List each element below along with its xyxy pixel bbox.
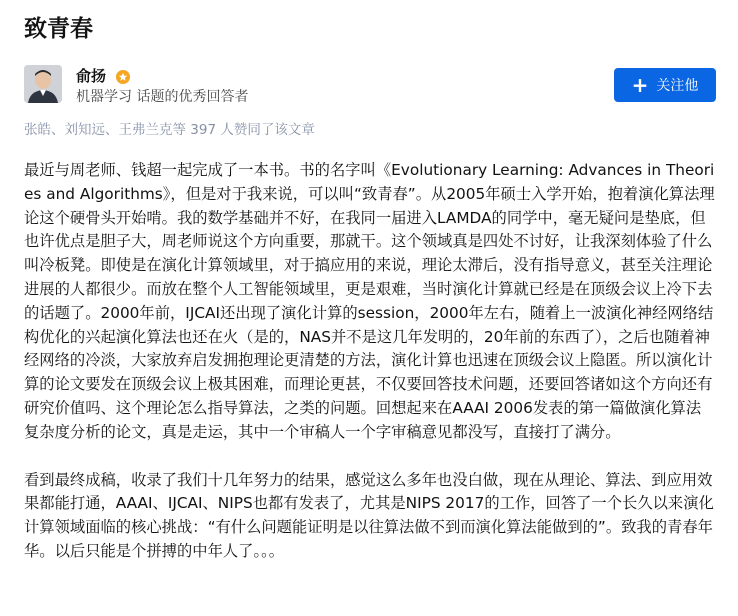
article-title: 致青春 — [24, 16, 93, 42]
author-bio: 机器学习 话题的优秀回答者 — [76, 88, 249, 105]
avatar-portrait-icon — [24, 65, 62, 103]
author-card — [24, 65, 716, 111]
likes-summary — [24, 121, 716, 139]
avatar[interactable] — [24, 65, 62, 103]
liker-names-link[interactable]: 张皓、刘知远、王弗兰克等 — [24, 122, 186, 138]
article-content — [24, 159, 716, 564]
plus-icon: + — [631, 73, 649, 97]
star-badge-icon — [116, 69, 130, 83]
author-info — [76, 65, 248, 107]
paragraph: 看到最终成稿，收录了我们十几年努力的结果，感觉这么多年也没白做，现在从理论、算法、到应用效果都能打通，AAAI、IJCAI、NIPS也都有发表了，尤其是NIPS 2017的工作，回答了一个长久以来演化计算领域面临的核心挑战：“有什么问题能证明是以往算法做不到而演化算法能做到的”。致我的青春年华。以后只能是个拼搏的中年人了。。。 — [24, 470, 714, 560]
author-name[interactable]: 俞扬 — [76, 66, 107, 85]
follow-button[interactable] — [614, 68, 716, 102]
likes-count[interactable]: 397 人赞同了该文章 — [190, 122, 315, 138]
paragraph: 最近与周老师、钱超一起完成了一本书。书的名字叫《Evolutionary Learning: Advances in Theories and Algorithms》，但是对于我来说，可以叫“致青春”。从2005年硕士入学开始，抱着演化算法理论这个硬骨头开始啃。我的数学基础并不好，在我同一届进入LAMDA的同学中，毫无疑问是垫底，但也许优点是胆子大，周老师说这个方向重要，那就干。这个领域真是四处不讨好，让我深刻体验了什么叫冷板凳。即使是在演化计算领域里，对于搞应用的来说，理论太滞后，没有指导意义，甚至关注理论进展的人都很少。而放在整个人工智能领域里，更是艰难，当时演化计算就已经是在顶级会议上冷下去的话题了。2000年前，IJCAI还出现了演化计算的session，2000年左右，随着上一波演化神经网络结构优化的兴起演化算法也还在火（是的，NAS并不是这几年发明的，20年前的东西了），之后也随着神经网络的冷淡，大家放弃启发拥抱理论更清楚的方法，演化计算也迅速在顶级会议上隐匿。所以演化计算的论文要发在顶级会议上极其困难，而理论更甚，不仅要回答技术问题，还要回答诸如这个方向还有研究价值吗、这个理论怎么指导算法，之类的问题。回想起来在AAAI 2006发表的第一篇做演化算法复杂度分析的论文，真是走运，其中一个审稿人一个字审稿意见都没写，直接打了满分。 — [24, 161, 715, 441]
follow-button-label: 关注他 — [656, 78, 699, 94]
